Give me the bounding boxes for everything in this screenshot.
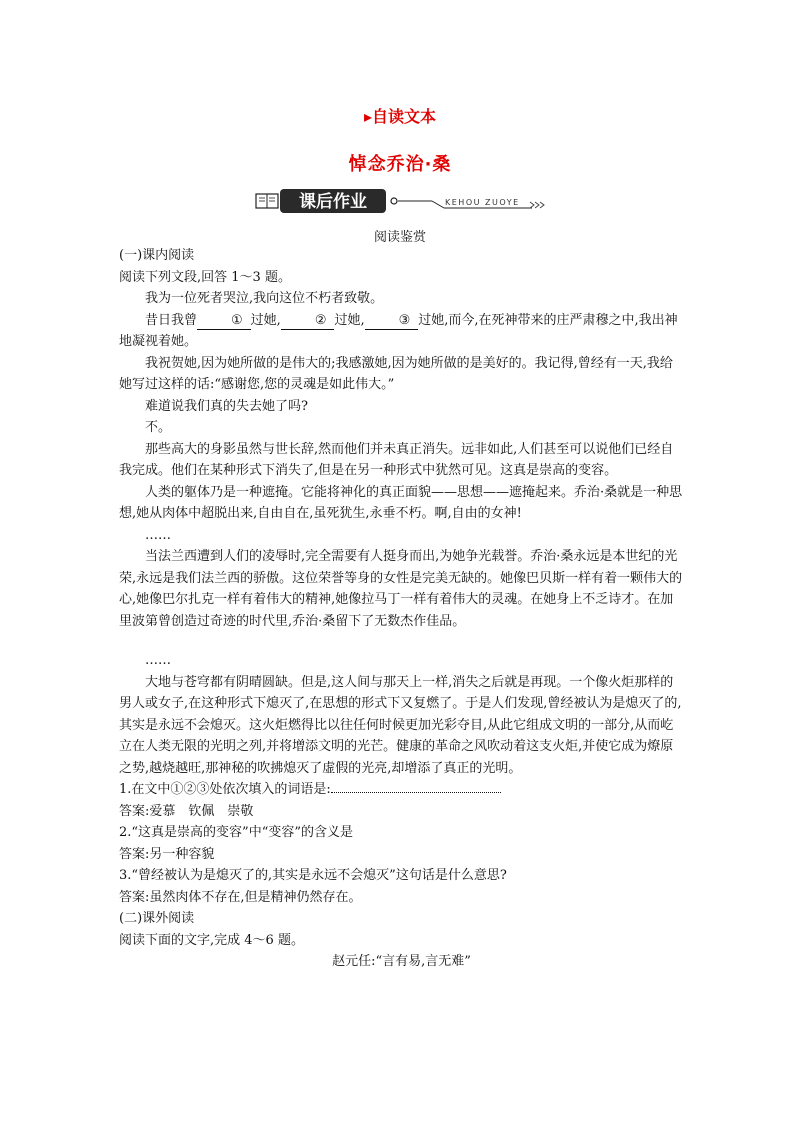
answer-1: 答案:爱慕 钦佩 崇敬 — [119, 803, 254, 819]
question-3: 3.“曾经被认为是熄灭了的,其实是永远不会熄灭”这句话是什么意思? — [119, 868, 507, 883]
answer-3: 答案:虽然肉体不存在,但是精神仍然存在。 — [119, 889, 362, 905]
blank-1: ① — [197, 313, 251, 330]
homework-banner — [232, 186, 572, 216]
paragraph: 人类的躯体乃是一种遮掩。它能将神化的真正面貌——思想——遮掩起来。乔治·桑就是一种思想,她从肉体中超脱出来,自由自在,虽死犹生,永垂不朽。啊,自由的女神! — [119, 484, 683, 521]
paragraph: 我为一位死者哭泣,我向这位不朽者致敬。 — [145, 291, 384, 306]
part2-heading: (二)课外阅读 — [119, 911, 195, 926]
answer-2: 答案:另一种容貌 — [119, 846, 215, 862]
reading-content — [119, 245, 684, 973]
question-1: 1.在文中①②③处依次填入的词语是: — [119, 779, 684, 801]
paragraph: 大地与苍穹都有阴晴圆缺。但是,这人间与那天上一样,消失之后就是再现。一个像火炬那样的男人或女子,在这种形式下熄灭了,在思想的形式下又复燃了。于是人们发现,曾经被认为是熄灭了的,其实是永远不会熄灭。这火炬燃得比以往任何时候更加光彩夺目,从此它组成文明的一部分,从而屹立在人类无限的光明之列,并将增添文明的光芒。健康的革命之风吹动着这支火炬,并使它成为燎原之势,越烧越旺,那神秘的吹拂熄灭了虚假的光亮,却增添了真正的光明。 — [119, 674, 682, 776]
blank-3: ③ — [365, 313, 419, 330]
ellipsis: …… — [145, 653, 171, 668]
book-icon — [256, 194, 278, 208]
answer-line — [331, 780, 501, 793]
banner-label-en: KEHOU ZUOYE — [445, 198, 520, 207]
paragraph: 难道说我们真的失去她了吗? — [145, 398, 308, 414]
paragraph-with-blanks: 昔日我曾 ① 过她, ② 过她, ③ 过她,而今,在死神带来的庄严肃穆之中,我出神地凝视着她。 — [119, 312, 678, 349]
part1-instruction: 阅读下列文段,回答 1～3 题。 — [119, 269, 291, 285]
paragraph: 不。 — [145, 420, 172, 435]
paragraph: 当法兰西遭到人们的凌辱时,完全需要有人挺身而出,为她争光载誉。乔治·桑永远是本世纪的光荣,永远是我们法兰西的骄傲。这位荣誉等身的女性是完美无缺的。她像巴贝斯一样有着一颗伟大的心,她像巴尔扎克一样有着伟大的精神,她像拉马丁一样有着伟大的灵魂。在她身上不乏诗才。在加里波第曾创造过奇迹的时代里,乔治·桑留下了无数杰作佳品。 — [119, 549, 683, 629]
essay-title: 悼念乔治·桑 — [348, 154, 452, 175]
part1-heading: (一)课内阅读 — [119, 248, 195, 263]
paragraph: 我祝贺她,因为她所做的是伟大的;我感激她,因为她所做的是美好的。我记得,曾经有一天,我给她写过这样的话:“感谢您,您的灵魂是如此伟大。” — [119, 355, 673, 392]
paragraph: 那些高大的身影虽然与世长辞,然而他们并未真正消失。远非如此,人们甚至可以说他们已经自我完成。他们在某种形式下消失了,但是在另一种形式中犹然可见。这真是崇高的变容。 — [119, 441, 674, 478]
ellipsis: …… — [145, 527, 171, 543]
article-title: 赵元任:“言有易,言无难” — [332, 954, 471, 969]
section-marker: ▸自读文本 — [363, 107, 437, 126]
chevrons-icon — [530, 202, 544, 208]
blank-2: ② — [281, 313, 335, 330]
question-2: 2.“这真是崇高的变容”中“变容”的含义是 — [119, 825, 353, 840]
section-heading: 阅读鉴赏 — [373, 230, 426, 245]
banner-label-cn: 课后作业 — [299, 192, 367, 212]
part2-instruction: 阅读下面的文字,完成 4～6 题。 — [119, 932, 304, 948]
